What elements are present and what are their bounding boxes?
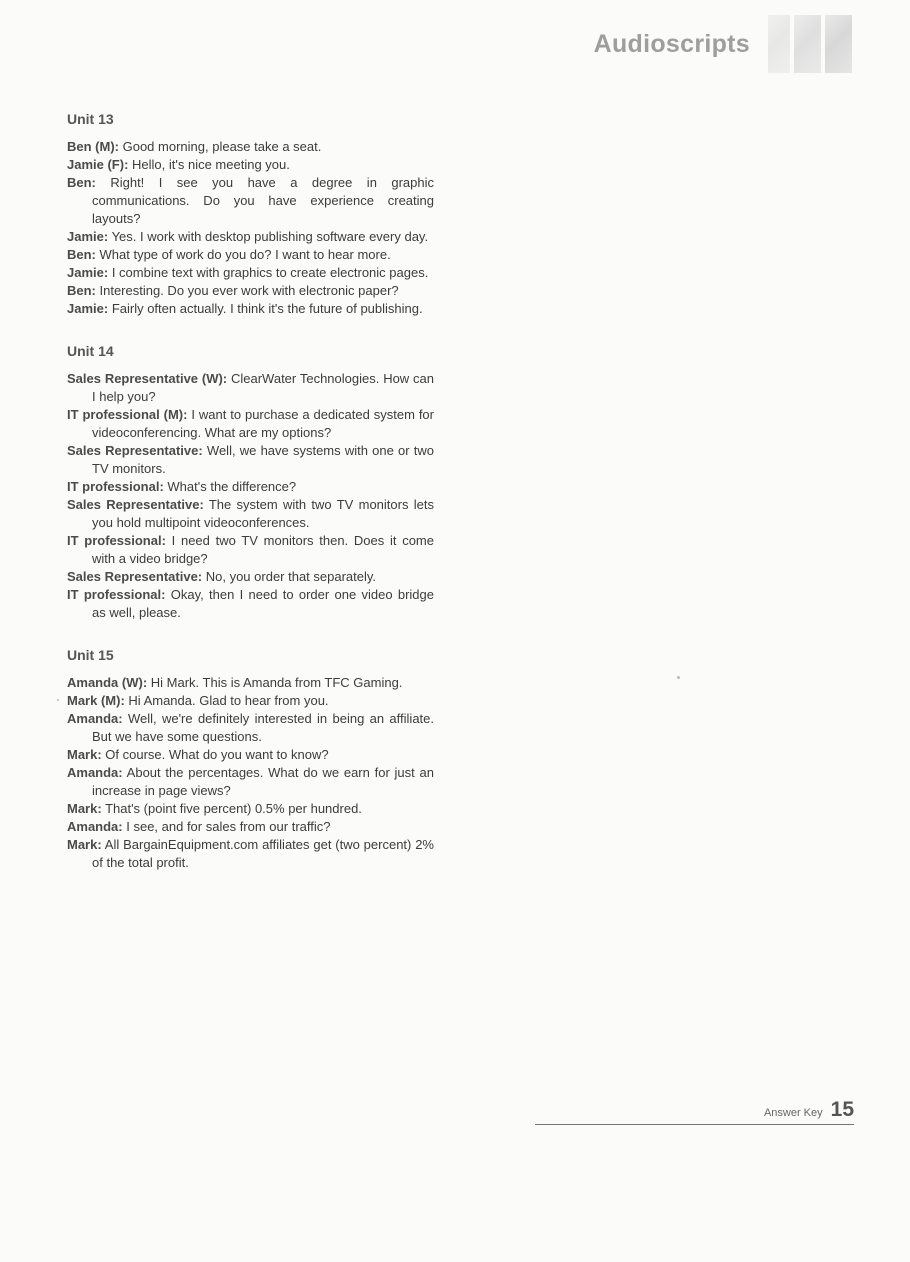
speaker-name: Amanda:	[67, 819, 123, 834]
dialogue-text: Yes. I work with desktop publishing software every day.	[108, 229, 429, 244]
dialogue-line	[67, 836, 434, 872]
dialogue-line	[67, 300, 434, 318]
header-block	[794, 15, 821, 73]
dialogue-text: Interesting. Do you ever work with electronic paper?	[95, 283, 399, 298]
speaker-name: Jamie:	[67, 229, 109, 244]
speaker-name: Amanda (W):	[67, 675, 148, 690]
dialogue-line	[67, 138, 434, 156]
speaker-name: Ben:	[67, 175, 96, 190]
speaker-name: Sales Representative:	[67, 569, 203, 584]
dialogue-line	[67, 442, 434, 478]
scan-speck	[57, 699, 59, 701]
dialogue-line	[67, 282, 434, 300]
dialogue-text: About the percentages. What do we earn for just an increase in page views?	[92, 765, 434, 798]
speaker-name: Sales Representative:	[67, 497, 204, 512]
speaker-name: Sales Representative:	[67, 443, 203, 458]
header-block	[825, 15, 852, 73]
dialogue-text: Okay, then I need to order one video bridge as well, please.	[92, 587, 434, 620]
dialogue-text: What type of work do you do? I want to hear more.	[95, 247, 391, 262]
dialogue-text: Hi Mark. This is Amanda from TFC Gaming.	[147, 675, 403, 690]
dialogue-line	[67, 532, 434, 568]
audioscript-content	[67, 110, 434, 896]
speaker-name: Ben:	[67, 283, 96, 298]
page-header	[594, 14, 852, 74]
dialogue-line	[67, 568, 434, 586]
dialogue-line	[67, 228, 434, 246]
speaker-name: Jamie:	[67, 265, 109, 280]
speaker-name: Ben:	[67, 247, 96, 262]
dialogue-line	[67, 174, 434, 228]
speaker-name: Mark (M):	[67, 693, 125, 708]
dialogue-text: Well, we have systems with one or two TV monitors.	[92, 443, 435, 476]
dialogue-line	[67, 496, 434, 532]
speaker-name: Amanda:	[67, 765, 123, 780]
dialogue-line	[67, 746, 434, 764]
dialogue-line	[67, 692, 434, 710]
dialogue-text: ClearWater Technologies. How can I help you?	[92, 371, 434, 404]
dialogue-line	[67, 674, 434, 692]
unit-section	[67, 342, 434, 622]
speaker-name: Jamie (F):	[67, 157, 129, 172]
dialogue-line	[67, 710, 434, 746]
speaker-name: Amanda:	[67, 711, 123, 726]
dialogue-line	[67, 764, 434, 800]
dialogue-line	[67, 370, 434, 406]
dialogue-line	[67, 264, 434, 282]
dialogue-line	[67, 818, 434, 836]
dialogue-text: I want to purchase a dedicated system for videoconferencing. What are my options?	[92, 407, 434, 440]
speaker-name: Sales Representative (W):	[67, 371, 228, 386]
speaker-name: Ben (M):	[67, 139, 119, 154]
unit-title: Unit 13	[67, 111, 114, 127]
dialogue-text: Well, we're definitely interested in being an affiliate. But we have some questions.	[92, 711, 434, 744]
header-block	[768, 15, 790, 73]
dialogue-text: Good morning, please take a seat.	[119, 139, 322, 154]
dialogue-text: I combine text with graphics to create electronic pages.	[108, 265, 429, 280]
dialogue-text: No, you order that separately.	[202, 569, 377, 584]
speaker-name: Mark:	[67, 747, 102, 762]
speaker-name: IT professional:	[67, 533, 166, 548]
page-footer	[535, 1097, 854, 1125]
dialogue-text: Right! I see you have a degree in graphic communications. Do you have experience creating layouts?	[92, 175, 434, 226]
dialogue-text: I see, and for sales from our traffic?	[122, 819, 331, 834]
dialogue-text: I need two TV monitors then. Does it come with a video bridge?	[92, 533, 434, 566]
dialogue-line	[67, 586, 434, 622]
speaker-name: Jamie:	[67, 301, 109, 316]
dialogue-text: That's (point five percent) 0.5% per hundred.	[101, 801, 362, 816]
dialogue-line	[67, 156, 434, 174]
dialogue-line	[67, 478, 434, 496]
speaker-name: IT professional:	[67, 587, 166, 602]
unit-section	[67, 646, 434, 872]
speaker-name: IT professional (M):	[67, 407, 188, 422]
page-number: 15	[830, 1098, 854, 1121]
footer-label: Answer Key	[763, 1107, 823, 1119]
dialogue-text: Fairly often actually. I think it's the future of publishing.	[108, 301, 423, 316]
dialogue-line	[67, 246, 434, 264]
page-title: Audioscripts	[593, 29, 750, 58]
dialogue-text: All BargainEquipment.com affiliates get (two percent) 2% of the total profit.	[92, 837, 434, 870]
dialogue-text: Hello, it's nice meeting you.	[128, 157, 290, 172]
speaker-name: Mark:	[67, 837, 102, 852]
dialogue-text: The system with two TV monitors lets you hold multipoint videoconferences.	[92, 497, 434, 530]
dialogue-text: What's the difference?	[163, 479, 297, 494]
speaker-name: Mark:	[67, 801, 102, 816]
speaker-name: IT professional:	[67, 479, 164, 494]
dialogue-line	[67, 406, 434, 442]
unit-title: Unit 14	[67, 343, 114, 359]
scan-speck	[677, 676, 680, 679]
unit-section	[67, 110, 434, 318]
dialogue-line	[67, 800, 434, 818]
dialogue-text: Hi Amanda. Glad to hear from you.	[124, 693, 329, 708]
header-decoration	[764, 15, 852, 73]
dialogue-text: Of course. What do you want to know?	[101, 747, 329, 762]
unit-title: Unit 15	[67, 647, 114, 663]
